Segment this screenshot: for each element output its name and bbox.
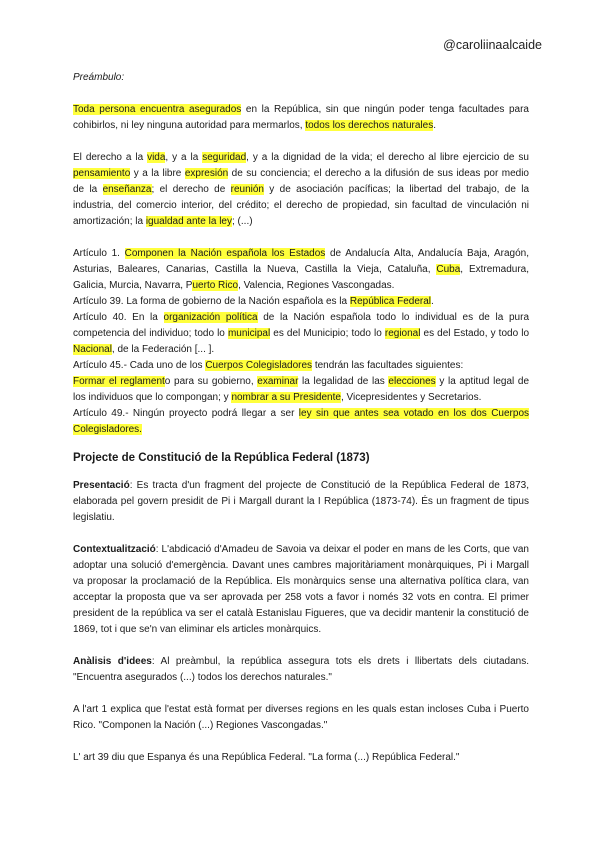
document-page	[73, 70, 529, 766]
art1-comment: A l'art 1 explica que l'estat està format per diverses regions en les quals estan incloses Cuba i Puerto Rico. "Componen la Nación (...) Regiones Vascongadas."	[73, 704, 529, 731]
text-run: Artículo 45.- Cada uno de los	[73, 360, 206, 371]
art39-comment: L' art 39 diu que Espanya és una República Federal. "La forma (...) República Federal."	[73, 752, 460, 763]
highlighted-text: Nacional	[73, 344, 112, 355]
article-45-body	[73, 374, 529, 406]
text-run: es del Municipio; todo lo	[270, 328, 385, 339]
text-run: Artículo 40. En la	[73, 312, 164, 323]
author-handle: @caroliinaalcaide	[443, 38, 542, 52]
highlighted-text: elecciones	[388, 376, 436, 387]
text-run: y la aptitud legal de los individuos que lo compongan; y	[73, 376, 530, 403]
text-run: en la República, sin que ningún poder tenga facultades para cohibirlos, ni ley ninguna autoridad para mermarlos,	[73, 104, 529, 131]
text-run: y de asociación pacíficas; la libertad del trabajo, de la industria, del comercio interior, del crédito; el derecho de propiedad, sin facultad de vinculación ni amortización; la	[73, 184, 530, 227]
text-run: , y a la	[165, 152, 203, 163]
contextualitzacio-text: : L'abdicació d'Amadeu de Savoia va deixar el poder en mans de les Corts, que van adoptar una solució d'emergència. Davant unes cambres majoritàriament monàrquiques, Pi i Margall va proposar la proclamació de la República. Els monàrquics sense una alternativa política clara, van acceptar la proposta que va ser aprovada per 258 vots a favor i només 32 vots en contra. El primer president de la república va ser el català Estanislau Figueres, que va decidir mantenir la constitució de 1869, tot i que se'n van eliminar els articles monàrquics.	[73, 544, 529, 635]
article-49	[73, 406, 529, 438]
contextualitzacio-label: Contextualització	[73, 544, 156, 555]
text-run: , Extremadura, Galicia, Murcia, Navarra, P	[73, 264, 529, 291]
preambulo-heading: Preámbulo:	[73, 72, 125, 83]
text-run: Artículo 39. La forma de gobierno de la Nación española es la	[73, 296, 350, 307]
text-run: El derecho a la	[73, 152, 148, 163]
article-39	[73, 294, 529, 310]
text-run: , Valencia, Regiones Vascongadas.	[238, 280, 395, 291]
highlighted-text: Cuerpos Colegisladores	[205, 360, 313, 371]
highlighted-text: municipal	[227, 328, 271, 339]
highlighted-text: Toda persona encuentra asegurados	[73, 104, 242, 115]
text-run: tendrán las facultades siguientes:	[312, 360, 464, 371]
text-run: .	[431, 296, 434, 307]
document-title: Projecte de Constitució de la República Federal (1873)	[73, 452, 370, 464]
text-run: de la Nación española todo lo individual es de la pura competencia del individuo; todo lo	[73, 312, 530, 339]
analisi-label: Anàlisis d'idees	[73, 656, 152, 667]
preambulo-paragraph-2	[73, 150, 529, 230]
presentacio-paragraph	[73, 478, 529, 526]
presentacio-text: : Es tracta d'un fragment del projecte de Constitució de la República Federal de 1873, elaborada pel govern presidit de Pi i Margall durant la I República (1873-74). És un fragment de tipus legislatiu.	[73, 480, 529, 523]
article-1	[73, 246, 529, 294]
text-run: de Andalucía Alta, Andalucía Baja, Aragón, Asturias, Baleares, Canarias, Castilla la Nueva, Castilla la Vieja, Cataluña,	[73, 248, 529, 275]
article-45	[73, 358, 529, 374]
text-run: , Vicepresidentes y Secretarios.	[340, 392, 482, 403]
highlighted-text: igualdad ante la ley	[145, 216, 232, 227]
text-run: es del Estado, y todo lo	[420, 328, 530, 339]
text-run: o para su gobierno,	[164, 376, 258, 387]
text-run: ; (...)	[232, 216, 253, 227]
text-run: , de la Federación [... ].	[111, 344, 215, 355]
analisi-text: : Al preàmbul, la república assegura tots els drets i llibertats dels ciutadans. "Encuentra asegurados (...) todos los derechos naturales."	[73, 656, 530, 683]
text-run: Artículo 1.	[73, 248, 125, 259]
highlighted-text: Componen la Nación española los Estados	[124, 248, 326, 259]
highlighted-text: Cuba	[436, 264, 461, 275]
highlighted-text: expresión	[184, 168, 229, 179]
presentacio-label: Presentació	[73, 480, 130, 491]
highlighted-text: seguridad	[202, 152, 247, 163]
highlighted-text: nombrar a su Presidente	[231, 392, 341, 403]
highlighted-text: organización política	[163, 312, 258, 323]
text-run: Artículo 49.- Ningún proyecto podrá llegar a ser	[73, 408, 299, 419]
highlighted-text: uerto Rico	[192, 280, 239, 291]
highlighted-text: vida	[147, 152, 166, 163]
highlighted-text: enseñanza	[102, 184, 152, 195]
analisi-paragraph	[73, 654, 529, 686]
highlighted-text: reunión	[230, 184, 264, 195]
text-run: , y a la dignidad de la vida; el derecho al libre ejercicio de su	[246, 152, 529, 163]
highlighted-text: Formar el reglament	[73, 376, 165, 387]
highlighted-text: regional	[384, 328, 421, 339]
highlighted-text: República Federal	[349, 296, 432, 307]
highlighted-text: ley sin que antes sea votado en los dos Cuerpos Colegisladores.	[73, 408, 529, 435]
highlighted-text: examinar	[257, 376, 299, 387]
text-run: y a la libre	[130, 168, 185, 179]
text-run: ; el derecho de	[151, 184, 231, 195]
contextualitzacio-paragraph	[73, 542, 529, 638]
text-run: de su conciencia; el derecho a la difusión de sus ideas por medio de la	[73, 168, 529, 195]
text-run: .	[433, 120, 436, 131]
preambulo-paragraph-1	[73, 102, 529, 134]
article-40	[73, 310, 529, 358]
text-run: la legalidad de las	[298, 376, 389, 387]
highlighted-text: todos los derechos naturales	[305, 120, 434, 131]
highlighted-text: pensamiento	[73, 168, 131, 179]
